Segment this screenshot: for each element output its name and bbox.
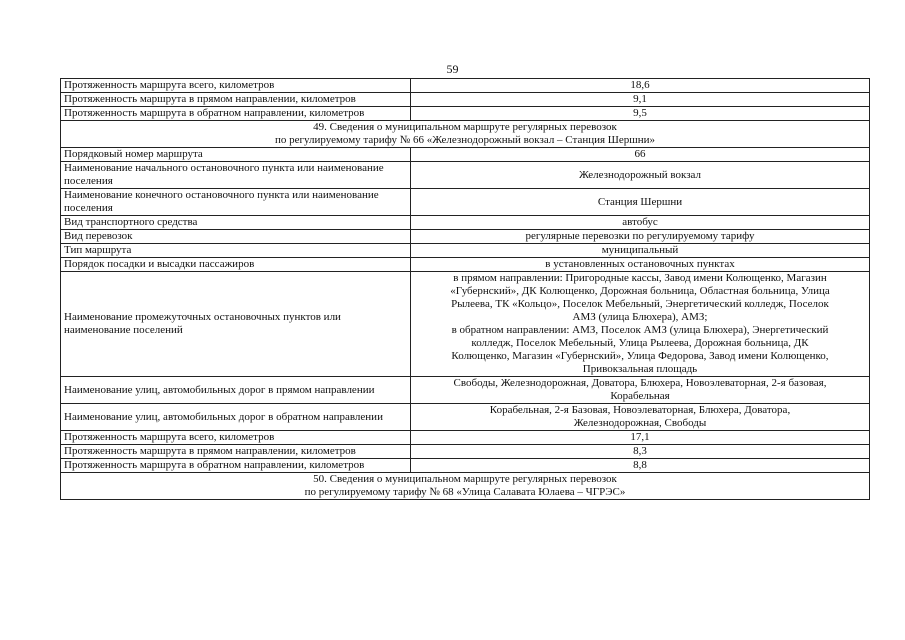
row-value (411, 377, 870, 404)
row-value (411, 445, 870, 459)
value-line: в установленных остановочных пунктах (545, 258, 735, 270)
section-50-header (61, 473, 870, 500)
value-line: 66 (634, 148, 646, 160)
value-line: Станция Шершни (597, 195, 683, 208)
row-value (411, 272, 870, 377)
row-label: Наименование конечного остановочного пункта или наименование поселения (61, 189, 411, 216)
row-value (411, 162, 870, 189)
table-row (61, 230, 870, 244)
value-line: Железнодорожная, Свободы (573, 417, 707, 429)
row-label: Протяженность маршрута в прямом направлении, километров (61, 445, 411, 459)
row-label: Вид перевозок (61, 230, 411, 244)
table-row (61, 258, 870, 272)
value-line: Корабельная (610, 390, 670, 402)
table-row (61, 445, 870, 459)
table-row (61, 216, 870, 230)
row-value (411, 189, 870, 216)
row-label: Наименование улиц, автомобильных дорог в обратном направлении (61, 404, 411, 431)
value-line: АМЗ (улица Блюхера), АМЗ; (572, 311, 708, 323)
row-label: Вид транспортного средства (61, 216, 411, 230)
row-value (411, 107, 870, 121)
row-label: Протяженность маршрута в обратном направлении, километров (61, 107, 411, 121)
section-50-line-1: 50. Сведения о муниципальном маршруте регулярных перевозок (313, 473, 617, 485)
table-row (61, 93, 870, 107)
row-value (411, 244, 870, 258)
row-value (411, 216, 870, 230)
table-row (61, 377, 870, 404)
value-line: 18,6 (630, 79, 650, 91)
row-value (411, 79, 870, 93)
value-line: автобус (622, 216, 658, 228)
row-value (411, 93, 870, 107)
row-value (411, 459, 870, 473)
row-label: Протяженность маршрута в обратном направлении, километров (61, 459, 411, 473)
table-row (61, 189, 870, 216)
route-table-top-rows (61, 79, 870, 121)
row-label: Наименование улиц, автомобильных дорог в прямом направлении (61, 377, 411, 404)
page-number: 59 (446, 62, 459, 76)
value-line: регулярные перевозки по регулируемому тарифу (525, 230, 755, 242)
row-value (411, 148, 870, 162)
section-49-heading (61, 121, 870, 148)
row-label: Тип маршрута (61, 244, 411, 258)
section-heading-row (61, 121, 870, 148)
row-value (411, 258, 870, 272)
section-49-header (61, 121, 870, 148)
table-row (61, 162, 870, 189)
value-line: Привокзальная площадь (582, 363, 698, 375)
table-row (61, 431, 870, 445)
row-label: Порядковый номер маршрута (61, 148, 411, 162)
value-line: в прямом направлении: Пригородные кассы, Завод имени Колющенко, Магазин (453, 272, 827, 284)
value-line: 17,1 (630, 431, 650, 443)
row-value (411, 431, 870, 445)
row-label: Протяженность маршрута в прямом направлении, километров (61, 93, 411, 107)
row-label: Протяженность маршрута всего, километров (61, 431, 411, 445)
table-row (61, 244, 870, 258)
table-row (61, 107, 870, 121)
value-line: муниципальный (601, 244, 679, 256)
value-line: Колющенко, Магазин «Губернский», Улица Федорова, Завод имени Колющенко, (451, 350, 829, 362)
table-row (61, 272, 870, 377)
value-line: Свободы, Железнодорожная, Доватора, Блюхера, Новоэлеваторная, 2-я базовая, (453, 377, 827, 389)
row-label: Наименование промежуточных остановочных пунктов или наименование поселений (61, 272, 411, 377)
row-label: Протяженность маршрута всего, километров (61, 79, 411, 93)
value-line: 8,8 (633, 459, 647, 471)
table-row (61, 459, 870, 473)
row-label: Порядок посадки и высадки пассажиров (61, 258, 411, 272)
row-value (411, 404, 870, 431)
section-50-heading (61, 473, 870, 500)
value-line: 9,5 (633, 107, 647, 119)
route-table (60, 78, 870, 500)
value-line: Железнодорожный вокзал (578, 168, 702, 181)
row-label: Наименование начального остановочного пункта или наименование поселения (61, 162, 411, 189)
value-line: 9,1 (633, 93, 647, 105)
value-line: колледж, Поселок Мебельный, Улица Рылеева, Дорожная больница, ДК (471, 337, 809, 349)
row-value (411, 230, 870, 244)
table-row (61, 404, 870, 431)
section-49-line-2: по регулируемому тарифу № 66 «Железнодорожный вокзал – Станция Шершни» (274, 134, 656, 146)
table-row (61, 79, 870, 93)
section-49-line-1: 49. Сведения о муниципальном маршруте регулярных перевозок (313, 121, 617, 133)
value-line: «Губернский», ДК Колющенко, Дорожная больница, Областная больница, Улица (450, 285, 830, 297)
section-50-line-2: по регулируемому тарифу № 68 «Улица Салавата Юлаева – ЧГРЭС» (304, 486, 626, 498)
value-line: 8,3 (633, 445, 647, 457)
section-heading-row (61, 473, 870, 500)
value-line: в обратном направлении: АМЗ, Поселок АМЗ (улица Блюхера), Энергетический (451, 324, 829, 336)
section-49-rows (61, 148, 870, 473)
value-line: Корабельная, 2-я Базовая, Новоэлеваторная, Блюхера, Доватора, (489, 404, 791, 416)
table-row (61, 148, 870, 162)
value-line: Рылеева, ТК «Кольцо», Поселок Мебельный, Энергетический колледж, Поселок (451, 298, 829, 310)
